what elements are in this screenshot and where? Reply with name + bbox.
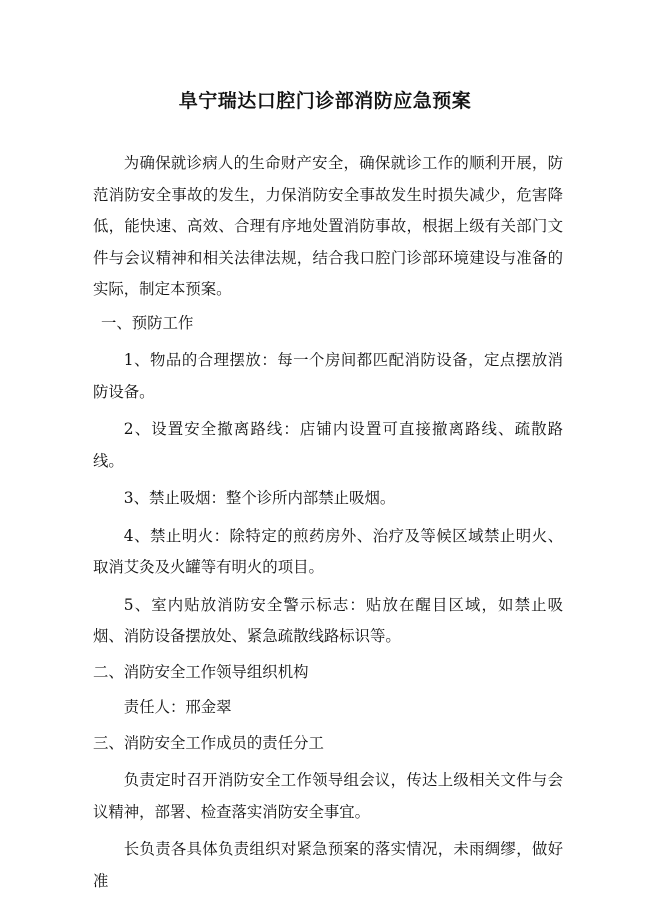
prevention-item-4: 4、禁止明火：除特定的煎药房外、治疗及等候区域禁止明火、取消艾灸及火罐等有明火的项目。 (93, 526, 563, 576)
document-body (93, 148, 563, 897)
document-title: 阜宁瑞达口腔门诊部消防应急预案 (178, 90, 472, 112)
section-heading-prevention: 一、预防工作 (101, 313, 194, 332)
prevention-item-1: 1、物品的合理摆放：每一个房间都匹配消防设备，定点摆放消防设备。 (93, 351, 563, 401)
intro-paragraph: 为确保就诊病人的生命财产安全，确保就诊工作的顺利开展，防范消防安全事故的发生，力保消防安全事故发生时损失减少，危害降低，能快速、高效、合理有序地处置消防事故，根据上级有关部门文件与会议精神和相关法律法规，结合我口腔门诊部环境建设与准备的实际，制定本预案。 (93, 154, 563, 298)
section-heading-organization: 二、消防安全工作领导组织机构 (93, 662, 309, 681)
responsible-person: 责任人：邢金翠 (123, 698, 232, 716)
prevention-item-3: 3、禁止吸烟：整个诊所内部禁止吸烟。 (123, 489, 396, 507)
duty-paragraph-2: 长负责各具体负责组织对紧急预案的落实情况，未雨绸缪，做好准 (93, 840, 563, 890)
prevention-item-5: 5、室内贴放消防安全警示标志：贴放在醒目区域，如禁止吸烟、消防设备摆放处、紧急疏散线路标识等。 (93, 595, 563, 645)
prevention-item-2: 2、设置安全撤离路线：店铺内设置可直接撤离路线、疏散路线。 (93, 420, 563, 470)
section-heading-duties: 三、消防安全工作成员的责任分工 (93, 733, 324, 752)
duty-paragraph-1: 负责定时召开消防安全工作领导组会议，传达上级相关文件与会议精神，部署、检查落实消防安全事宜。 (93, 771, 563, 821)
